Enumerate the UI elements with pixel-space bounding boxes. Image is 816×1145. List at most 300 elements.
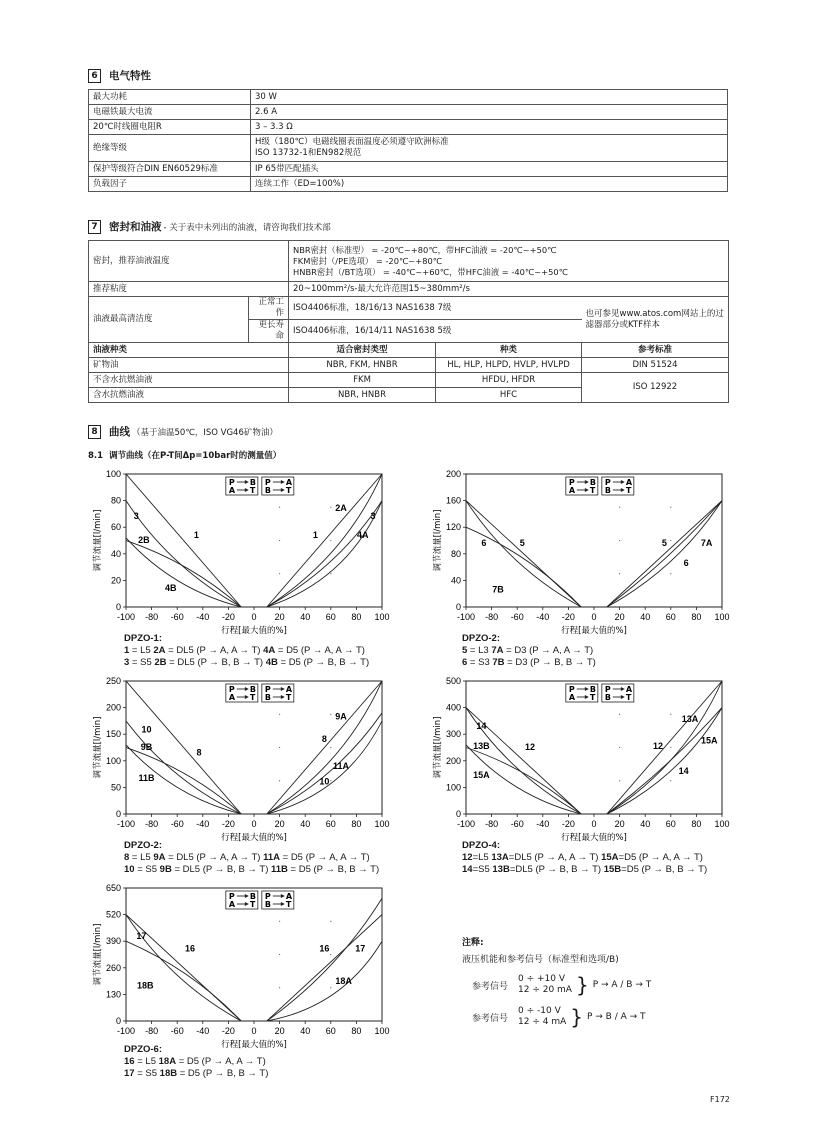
valve-port-label: T — [625, 486, 632, 495]
y-tick-label: 300 — [445, 729, 461, 740]
legend-text: = DL5 (P → B, B → T) — [166, 657, 266, 668]
valve-port-label: P — [228, 892, 235, 901]
valve-port-label: A — [568, 693, 576, 702]
curve-label: 15A — [700, 735, 718, 746]
curve-label: 10 — [319, 776, 330, 787]
valve-port-label: P — [568, 478, 575, 487]
legend-text: = D5 (P → A, A → T) — [280, 852, 370, 863]
legend-text: 3 — [124, 657, 130, 668]
grid-dot — [279, 507, 280, 508]
y-tick-label: 60 — [110, 522, 121, 533]
x-tick-label: 0 — [251, 1026, 257, 1036]
y-tick-label: 100 — [105, 755, 121, 766]
y-tick-label: 0 — [115, 602, 121, 612]
valve-port-label: T — [249, 900, 256, 909]
x-tick-label: -40 — [536, 612, 550, 622]
x-tick-label: -100 — [456, 819, 476, 829]
valve-port-label: A — [625, 685, 633, 694]
grid-dot — [330, 714, 331, 715]
legend-text: = D5 (P → B, B → T) — [287, 864, 380, 875]
valve-port-label: T — [285, 486, 292, 495]
grid-dot — [279, 954, 280, 955]
signal-1: 参考信号 0 ÷ +10 V 12 ÷ 20 mA } P → A / B → T — [472, 973, 652, 997]
grid-dot — [330, 747, 331, 748]
y-axis-label: 调节流量[l/min] — [433, 509, 443, 572]
series-line-14 — [607, 708, 722, 814]
x-tick-label: 100 — [714, 612, 730, 622]
curve-label: 4A — [357, 529, 369, 540]
arrow-icon — [245, 894, 249, 898]
x-tick-label: 100 — [374, 819, 390, 829]
y-tick-label: 130 — [105, 989, 121, 1000]
page-number: F172 — [710, 1095, 730, 1104]
grid-dot — [670, 540, 671, 541]
y-tick-label: 80 — [110, 495, 121, 506]
y-tick-label: 390 — [105, 936, 121, 947]
valve-port-label: B — [589, 478, 596, 487]
valve-port-label: B — [249, 892, 256, 901]
valve-port-label: B — [264, 486, 271, 495]
arrow-icon — [245, 695, 249, 699]
x-tick-label: 60 — [665, 819, 676, 829]
legend-dpzo-1 — [124, 633, 369, 669]
grid-dot — [330, 780, 331, 781]
x-axis-label: 行程[最大值的%] — [221, 1040, 287, 1050]
grid-dot — [330, 540, 331, 541]
x-tick-label: 40 — [300, 612, 311, 622]
curve-label: 6 — [481, 537, 487, 548]
curve-label: 1 — [312, 529, 318, 540]
legend-text: = DL5 (P → B, B → T) — [171, 864, 271, 875]
y-tick-label: 50 — [110, 782, 121, 793]
x-tick-label: 100 — [374, 1026, 390, 1036]
legend-text: = L5 — [134, 1056, 159, 1067]
series-line-11A — [267, 713, 382, 814]
x-tick-label: -100 — [116, 819, 136, 829]
signal-2: 参考信号 0 ÷ -10 V 12 ÷ 4 mA } P → B / A → T — [472, 1005, 646, 1029]
arrow-icon — [281, 894, 285, 898]
curve-label: 15A — [473, 770, 490, 781]
series-line-4A — [267, 501, 382, 607]
x-tick-label: 60 — [325, 819, 336, 829]
y-tick-label: 40 — [110, 548, 121, 559]
x-tick-label: 40 — [300, 819, 311, 829]
section-7-heading: 7 密封和油液 - 关于表中未列出的油液，请咨询我们技术部 — [88, 219, 331, 234]
x-tick-label: 80 — [351, 612, 362, 622]
x-tick-label: 0 — [251, 612, 257, 622]
y-tick-label: 200 — [445, 469, 461, 479]
series-line-16 — [267, 915, 382, 1021]
legend-dpzo-6 — [124, 1044, 268, 1080]
y-tick-label: 0 — [115, 809, 121, 819]
x-tick-label: -100 — [116, 1026, 136, 1036]
legend-text: = S5 — [129, 657, 155, 668]
legend-text: = D5 (P → B, B → T) — [277, 657, 370, 668]
grid-dot — [619, 747, 620, 748]
x-tick-label: -20 — [221, 612, 235, 622]
y-tick-label: 80 — [450, 548, 461, 559]
valve-port-label: B — [604, 486, 611, 495]
x-tick-label: -80 — [145, 1026, 159, 1036]
legend-text: 8 — [124, 852, 130, 863]
legend-text: 4A — [263, 645, 276, 656]
legend-text: = D5 (P → B, B → T) — [177, 1068, 269, 1079]
table-row: 矿物油 NBR, FKM, HNBR HL, HLP, HLPD, HVLP, HVLPD DIN 51524 — [89, 358, 729, 373]
legend-text: = D3 (P → A, A → T) — [503, 645, 594, 656]
series-line-17 — [264, 898, 382, 1021]
legend-row — [462, 852, 707, 864]
y-axis-label: 调节流量[l/min] — [93, 509, 103, 572]
table-row: 保护等级符合DIN EN60529标准 IP 65带匹配插头 — [89, 162, 728, 177]
valve-port-label: A — [228, 486, 236, 495]
arrow-icon — [585, 488, 589, 492]
curve-label: 16 — [319, 943, 330, 954]
subsection-heading: 8.1 调节曲线（在P-T间Δp=10bar时的测量值） — [88, 451, 282, 461]
legend-text: =D5 (P → A, A → T) — [618, 852, 703, 863]
series-line-3 — [267, 501, 382, 607]
curve-label: 2A — [335, 503, 347, 514]
legend-text: = S5 — [134, 864, 160, 875]
chart-svg — [428, 466, 728, 636]
grid-dot — [279, 921, 280, 922]
legend-row — [124, 645, 369, 657]
grid-dot — [670, 714, 671, 715]
arrow-icon — [621, 488, 625, 492]
curve-label: 17 — [355, 943, 366, 954]
grid-dot — [279, 714, 280, 715]
series-line-5 — [466, 501, 581, 607]
x-tick-label: 0 — [251, 819, 257, 829]
grid-dot — [330, 507, 331, 508]
arrow-icon — [281, 480, 285, 484]
x-tick-label: -60 — [170, 1026, 184, 1036]
legend-row — [124, 1056, 268, 1068]
legend-text: 16 — [124, 1056, 135, 1067]
x-tick-label: 20 — [614, 612, 625, 622]
y-tick-label: 200 — [105, 702, 121, 713]
grid-dot — [279, 987, 280, 988]
grid-dot — [330, 573, 331, 574]
x-tick-label: -60 — [170, 819, 184, 829]
curve-label: 5 — [519, 537, 525, 548]
grid-dot — [279, 780, 280, 781]
valve-port-label: P — [604, 685, 611, 694]
x-axis-label: 行程[最大值的%] — [221, 626, 287, 636]
grid-dot — [670, 747, 671, 748]
legend-text: 18B — [159, 1068, 178, 1079]
valve-port-label: P — [568, 685, 575, 694]
x-tick-label: 0 — [591, 819, 597, 829]
curve-label: 14 — [678, 766, 689, 777]
legend-text: 10 — [124, 864, 135, 875]
legend-row — [462, 657, 596, 669]
table-row: 最大功耗 30 W — [89, 90, 728, 105]
grid-dot — [330, 954, 331, 955]
grid-dot — [619, 714, 620, 715]
y-axis-label: 调节流量[l/min] — [433, 716, 443, 779]
chart-dpzo-6 — [88, 880, 388, 1053]
valve-port-label: T — [285, 900, 292, 909]
grid-dot — [279, 540, 280, 541]
section-number: 6 — [88, 69, 101, 83]
curve-label: 2B — [138, 535, 150, 546]
legend-text: =D5 (P → B, B → T) — [621, 864, 708, 875]
grid-dot — [670, 573, 671, 574]
table-row: 负载因子 连续工作（ED=100%) — [89, 177, 728, 192]
y-tick-label: 650 — [105, 883, 121, 893]
legend-text: 13B — [492, 864, 510, 875]
valve-port-label: P — [264, 685, 271, 694]
curve-label: 9B — [140, 742, 153, 753]
legend-text: 6 — [462, 657, 468, 668]
legend-text: 15A — [601, 852, 619, 863]
legend-text: = D3 (P → B, B → T) — [504, 657, 596, 668]
table-row: 推荐粘度 20~100mm²/s-最大允许范围15~380mm²/s — [89, 282, 729, 297]
y-tick-label: 0 — [455, 809, 461, 819]
x-axis-label: 行程[最大值的%] — [561, 626, 627, 636]
arrow-icon — [245, 488, 249, 492]
x-tick-label: 20 — [614, 819, 625, 829]
grid-dot — [619, 540, 620, 541]
table-row: 20℃时线圈电阻R 3 – 3.3 Ω — [89, 120, 728, 135]
table-row: 油液最高清洁度 正常工作 ISO4406标准，18/16/13 NAS1638 7级 也可参见www.atos.com网站上的过滤器部分或KTF样本 — [89, 297, 729, 320]
table-row: 电磁铁最大电流 2.6 A — [89, 105, 728, 120]
x-tick-label: 40 — [640, 612, 651, 622]
legend-text: 13A — [491, 852, 509, 863]
table-row: 不含水抗燃油液 FKM HFDU, HFDR ISO 12922 — [89, 373, 729, 388]
x-tick-label: 100 — [714, 819, 730, 829]
y-tick-label: 250 — [105, 676, 121, 686]
legend-text: 1 — [124, 645, 130, 656]
curve-label: 6 — [683, 557, 689, 568]
chart-dpzo-1 — [88, 466, 388, 639]
legend-dpzo-4 — [462, 840, 707, 876]
valve-port-label: B — [249, 685, 256, 694]
legend-text: = D5 (P → A, A → T) — [275, 645, 365, 656]
legend-row — [124, 657, 369, 669]
x-tick-label: 20 — [274, 819, 285, 829]
y-axis-label: 调节流量[l/min] — [93, 716, 103, 779]
legend-title: DPZO-1: — [124, 633, 162, 644]
legend-text: = DL5 (P → A, A → T) — [165, 645, 264, 656]
y-tick-label: 100 — [445, 782, 461, 793]
curve-label: 8 — [196, 747, 202, 758]
arrow-icon — [585, 695, 589, 699]
x-axis-label: 行程[最大值的%] — [561, 833, 627, 843]
arrow-icon — [245, 687, 249, 691]
x-tick-label: 80 — [351, 819, 362, 829]
curve-label: 13A — [681, 714, 699, 725]
x-tick-label: 100 — [374, 612, 390, 622]
grid-dot — [670, 507, 671, 508]
valve-port-label: A — [625, 478, 633, 487]
section-8-heading: 8 曲线 （基于油温50℃，ISO VG46矿物油） — [88, 424, 278, 439]
legend-text: =L5 — [472, 852, 492, 863]
x-tick-label: -40 — [536, 819, 550, 829]
x-tick-label: -80 — [145, 612, 159, 622]
curve-label: 18B — [136, 980, 154, 991]
curve-label: 7B — [492, 584, 504, 595]
legend-text: 17 — [124, 1068, 135, 1079]
table-row: 密封，推荐油液温度 NBR密封（标准型） = -20℃~+80℃，带HFC油液 = -20℃~+50℃ FKM密封（/PE选项） = -20℃~+80℃ HNBR密封（/BT选项） = -40℃~+60℃，带HFC油液 = -40℃~+50℃ — [89, 241, 729, 282]
x-tick-label: 20 — [274, 1026, 285, 1036]
valve-port-label: B — [264, 900, 271, 909]
legend-text: = L5 — [129, 852, 154, 863]
x-tick-label: 80 — [351, 1026, 362, 1036]
x-tick-label: -20 — [221, 819, 235, 829]
arrow-icon — [621, 480, 625, 484]
grid-dot — [670, 780, 671, 781]
x-tick-label: -60 — [510, 612, 524, 622]
legend-title: DPZO-2: — [462, 633, 500, 644]
y-tick-label: 0 — [115, 1016, 121, 1026]
curve-label: 16 — [184, 943, 196, 954]
legend-text: = S5 — [134, 1068, 160, 1079]
arrow-icon — [585, 687, 589, 691]
legend-title: DPZO-6: — [124, 1044, 162, 1055]
valve-port-label: T — [625, 693, 632, 702]
arrow-icon — [621, 687, 625, 691]
x-tick-label: -80 — [485, 612, 499, 622]
x-tick-label: 40 — [300, 1026, 311, 1036]
arrow-icon — [621, 695, 625, 699]
valve-port-label: A — [285, 685, 293, 694]
valve-port-label: P — [604, 478, 611, 487]
grid-dot — [619, 573, 620, 574]
curve-label: 5 — [661, 537, 667, 548]
legend-text: =S5 — [472, 864, 493, 875]
valve-port-label: T — [249, 693, 256, 702]
x-axis-label: 行程[最大值的%] — [221, 833, 287, 843]
valve-port-label: A — [285, 892, 293, 901]
curve-label: 1 — [193, 529, 199, 540]
valve-port-label: P — [228, 478, 235, 487]
series-line-1 — [264, 474, 382, 607]
x-tick-label: 20 — [274, 612, 285, 622]
legend-text: 18A — [158, 1056, 177, 1067]
x-tick-label: 0 — [591, 612, 597, 622]
x-tick-label: 40 — [640, 819, 651, 829]
notes: 注释: 液压机能和参考信号（标准型和选项/B) 参考信号 0 ÷ +10 V 12 ÷ 20 mA } P → A / B → T 参考信号 0 ÷ -10 V 12 ÷ 4 mA } P → B / A → T — [462, 938, 652, 1029]
x-tick-label: -20 — [561, 612, 575, 622]
grid-dot — [330, 921, 331, 922]
curve-label: 18A — [335, 976, 352, 987]
grid-dot — [330, 987, 331, 988]
y-tick-label: 500 — [445, 676, 461, 686]
x-tick-label: -40 — [196, 819, 210, 829]
x-tick-label: -20 — [221, 1026, 235, 1036]
grid-dot — [279, 747, 280, 748]
x-tick-label: -80 — [485, 819, 499, 829]
legend-text: 11A — [263, 852, 280, 863]
legend-dpzo-2b — [124, 840, 379, 876]
arrow-icon — [281, 902, 285, 906]
valve-port-label: B — [604, 693, 611, 702]
table-row: 含水抗燃油液 NBR, HNBR HFC — [89, 388, 729, 403]
valve-port-label: A — [228, 693, 236, 702]
valve-port-label: T — [589, 486, 596, 495]
legend-text: = S3 — [467, 657, 493, 668]
arrow-icon — [245, 902, 249, 906]
curve-label: 12 — [524, 742, 536, 753]
y-tick-label: 100 — [105, 469, 121, 479]
valve-port-label: B — [264, 693, 271, 702]
grid-dot — [619, 780, 620, 781]
valve-port-label: P — [264, 478, 271, 487]
legend-row — [462, 645, 596, 657]
legend-row — [124, 864, 379, 876]
valve-port-label: B — [589, 685, 596, 694]
series-line-3 — [126, 501, 241, 607]
y-tick-label: 200 — [445, 755, 461, 766]
valve-port-label: A — [228, 900, 236, 909]
x-tick-label: 80 — [691, 612, 702, 622]
curve-label: 14 — [476, 720, 487, 731]
curve-label: 3 — [370, 511, 376, 522]
curve-label: 4B — [165, 583, 177, 594]
arrow-icon — [281, 687, 285, 691]
legend-row — [124, 852, 379, 864]
legend-text: 2B — [154, 657, 167, 668]
y-tick-label: 520 — [105, 909, 121, 920]
legend-text: 9A — [153, 852, 166, 863]
legend-row — [124, 1068, 268, 1080]
legend-text: = L3 — [467, 645, 492, 656]
x-tick-label: -60 — [510, 819, 524, 829]
curve-label: 17 — [136, 931, 147, 942]
y-axis-label: 调节流量[l/min] — [93, 923, 103, 986]
section-title: 电气特性 — [109, 70, 151, 82]
legend-text: =DL5 (P → B, B → T) — [509, 864, 604, 875]
table-row: 更长寿命 ISO4406标准，16/14/11 NAS1638 5级 — [89, 320, 729, 343]
x-tick-label: -40 — [196, 1026, 210, 1036]
legend-text: 7A — [491, 645, 504, 656]
chart-svg — [88, 880, 388, 1050]
chart-dpzo-2b — [88, 673, 388, 846]
y-tick-label: 150 — [105, 729, 121, 740]
valve-port-label: T — [249, 486, 256, 495]
chart-dpzo-4 — [428, 673, 728, 846]
valve-port-label: P — [264, 892, 271, 901]
legend-text: = D5 (P → A, A → T) — [176, 1056, 266, 1067]
valve-port-label: A — [568, 486, 576, 495]
x-tick-label: -80 — [145, 819, 159, 829]
seals-table — [88, 240, 729, 403]
legend-text: 5 — [462, 645, 468, 656]
valve-port-label: T — [285, 693, 292, 702]
curve-label: 9A — [335, 711, 347, 722]
electrical-table — [88, 89, 728, 192]
legend-text: =DL5 (P → A, A → T) — [508, 852, 602, 863]
x-tick-label: -100 — [116, 612, 136, 622]
valve-port-label: A — [285, 478, 293, 487]
x-tick-label: 60 — [325, 1026, 336, 1036]
x-tick-label: 60 — [665, 612, 676, 622]
x-tick-label: 60 — [325, 612, 336, 622]
y-tick-label: 160 — [445, 495, 461, 506]
arrow-icon — [281, 695, 285, 699]
curve-label: 11A — [333, 760, 350, 771]
y-tick-label: 20 — [110, 575, 121, 586]
grid-dot — [279, 573, 280, 574]
curve-label: 7A — [700, 537, 713, 548]
x-tick-label: 80 — [691, 819, 702, 829]
y-tick-label: 0 — [455, 602, 461, 612]
legend-text: 14 — [462, 864, 473, 875]
y-tick-label: 400 — [445, 702, 461, 713]
legend-text: 12 — [462, 852, 473, 863]
curve-label: 13B — [473, 740, 490, 751]
